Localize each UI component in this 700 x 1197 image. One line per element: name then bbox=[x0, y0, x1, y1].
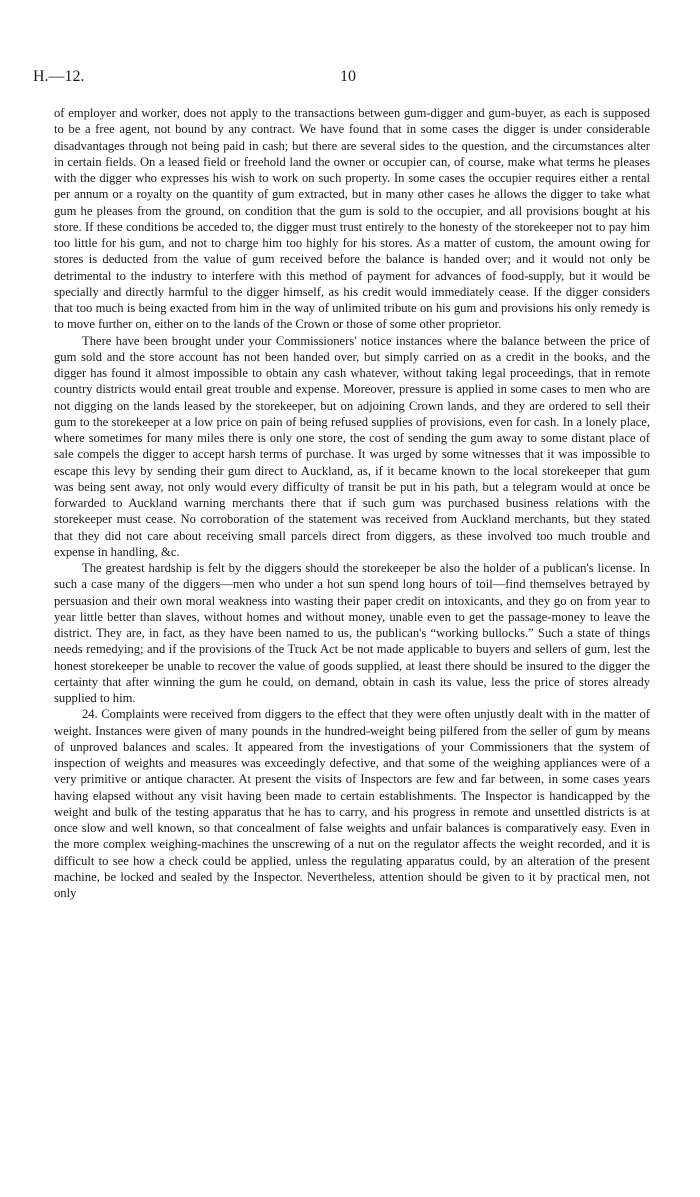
paragraph: There have been brought under your Commissioners' notice instances where the balance between the price of gum sold and the store account has not been handed over, but simply carried on as a credit in the books, and the digger has found it almost impossible to obtain any cash whatever, without taking legal proceedings, that in remote country districts would entail great trouble and expense. Moreover, pressure is applied in some cases to men who are not digging on the lands leased by the storekeeper, but on adjoining Crown lands, and they are ordered to sell their gum to the storekeeper at a low price on pain of being refused supplies of provisions, even for cash. In a lonely place, where sometimes for many miles there is only one store, the cost of sending the gum away to some distant place of sale compels the digger to accept harsh terms of purchase. It was urged by some witnesses that it was impossible to escape this levy by sending their gum direct to Auckland, as, if it became known to the local storekeeper that gum was being sent away, not only would every difficulty of transit be put in his path, but a telegram would at once be forwarded to Auckland warning merchants there that if such gum was purchased business relations with the storekeeper must cease. No corroboration of the statement was received from Auckland merchants, but they stated that they did not care about receiving small parcels direct from diggers, as these involved too much trouble and expense in handling, &c. bbox=[54, 333, 650, 559]
body-text bbox=[54, 105, 650, 901]
page-header bbox=[33, 68, 659, 88]
paragraph-section-24: 24. Complaints were received from diggers to the effect that they were often unjustly dealt with in the matter of weight. Instances were given of many pounds in the hundred-weight being pilfered from the seller of gum by means of unproved balances and scales. It appeared from the investigations of your Commissioners that the system of inspection of weights and measures was exceedingly defective, and that some of the weighing appliances were of a very primitive or antique character. At present the visits of Inspectors are few and far between, in some cases years having elapsed without any visit having been made to certain establishments. The Inspector is handicapped by the weight and bulk of the testing apparatus that he has to carry, and his progress in remote and unsettled districts is at once slow and well known, so that concealment of false weights and unfair balances is comparatively easy. Even in the more complex weighing-machines the unscrewing of a nut on the regulator affects the weight recorded, and it is difficult to see how a check could be applied, unless the regulating apparatus could, by an alteration of the present machine, be locked and sealed by the Inspector. Nevertheless, attention should be given to it by practical men, not only bbox=[54, 707, 650, 900]
paragraph: The greatest hardship is felt by the diggers should the storekeeper be also the holder of a publican's license. In such a case many of the diggers—men who under a hot sun spend long hours of toil—find themselves betrayed by persuasion and their own moral weakness into wasting their paper credit on intoxicants, and they go on from year to year little better than slaves, without homes and without money, unable even to get the passage-money to leave the district. They are, in fact, as they have been named to us, the publican's “working bullocks.” Such a state of things needs remedying; and if the provisions of the Truck Act be not made applicable to buyers and sellers of gum, lest the honest storekeeper be unable to recover the value of goods supplied, at least there should be insured to the digger the certainty that after winning the gum he could, on demand, obtain in cash its value, less the price of stores already supplied to him. bbox=[54, 561, 650, 705]
document-code: H.—12. bbox=[33, 68, 85, 85]
page-number: 10 bbox=[340, 68, 356, 85]
paragraph-continued: of employer and worker, does not apply to the transactions between gum-digger and gum-buyer, as each is supposed to be a free agent, not bound by any contract. We have found that in some cases the digger is under considerable disadvantages through not being paid in cash; but there are several sides to the question, and the circumstances alter in certain fields. On a leased field or freehold land the owner or occupier can, of course, make what terms he pleases with the digger who expresses his wish to work on such property. In some cases the occupier requires either a rental per annum or a royalty on the quantity of gum extracted, but in many other cases he allows the digger to take what gum he pleases from the ground, on condition that the gum is sold to the occupier, and all provisions bought at his store. If these conditions be acceded to, the digger must trust entirely to the honesty of the storekeeper not to pay him too little for his gum, and not to charge him too highly for his stores. As a matter of custom, the amount owing for stores is deducted from the value of gum received before the balance is handed over; and it would not only be detrimental to the industry to interfere with this method of payment for advances of food-supply, but it would be specially and directly harmful to the digger himself, as his credit would immediately cease. If the digger considers that too much is being exacted from him in the way of unlimited tribute on his gum and provisions his only remedy is to move further on, either on to the lands of the Crown or those of some other proprietor. bbox=[54, 106, 650, 332]
